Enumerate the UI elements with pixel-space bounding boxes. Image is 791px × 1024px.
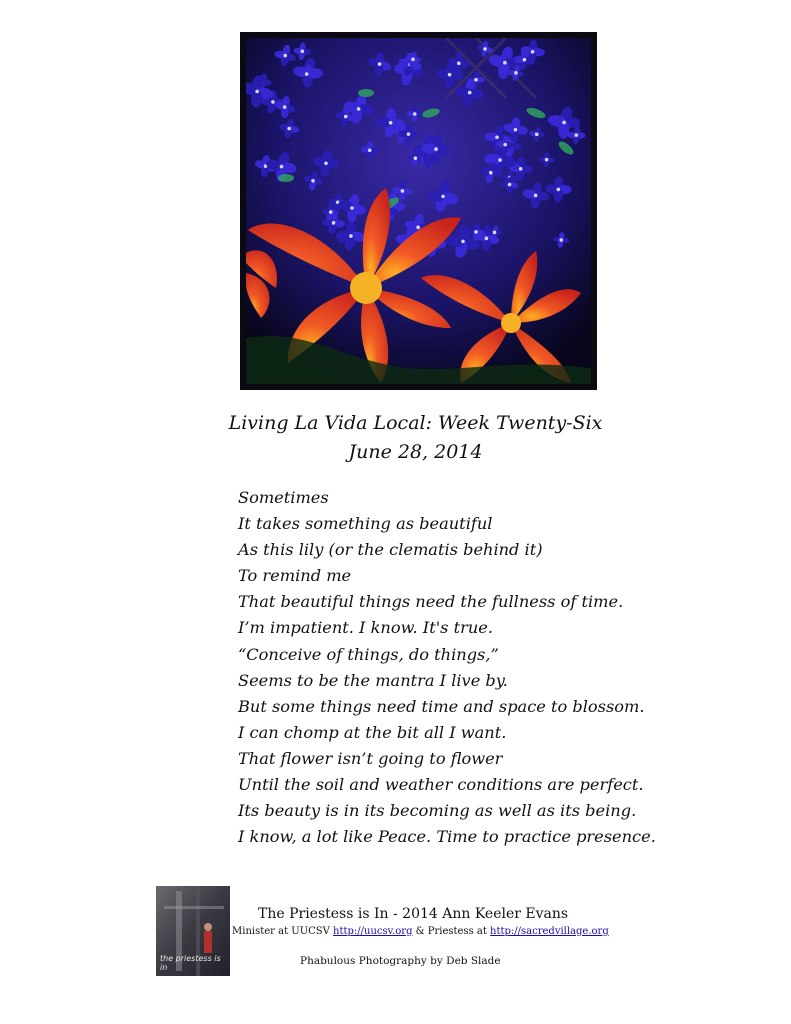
poem-line: Its beauty is in its becoming as well as its being. <box>238 801 637 821</box>
sacredvillage-link[interactable]: http://sacredvillage.org <box>490 926 609 937</box>
page-date: June 28, 2014 <box>348 441 483 463</box>
priestess-thumbnail <box>156 886 230 976</box>
poem-line: But some things need time and space to blossom. <box>238 696 645 716</box>
poem-line: As this lily (or the clematis behind it) <box>238 540 543 560</box>
poem-line: Seems to be the mantra I live by. <box>238 670 508 690</box>
poem-line: “Conceive of things, do things,” <box>238 644 499 664</box>
poem-line: I’m impatient. I know. It's true. <box>238 618 493 638</box>
footer-credit: The Priestess is In - 2014 Ann Keeler Evans <box>258 906 569 922</box>
uucsv-link[interactable]: http://uucsv.org <box>333 926 413 937</box>
poem-line: It takes something as beautiful <box>238 514 493 534</box>
poem-line: I know, a lot like Peace. Time to practice presence. <box>238 827 656 847</box>
lily-and-clematis-image <box>246 38 591 384</box>
poem-line: I can chomp at the bit all I want. <box>238 722 507 742</box>
poem <box>238 485 656 850</box>
poem-line: That beautiful things need the fullness of time. <box>238 592 624 612</box>
flower-photo <box>240 32 597 390</box>
poem-line: Sometimes <box>238 488 329 507</box>
poem-line: Until the soil and weather conditions are perfect. <box>238 775 644 795</box>
poem-line: To remind me <box>238 566 352 586</box>
thumbnail-caption: the priestess is in <box>160 954 221 972</box>
footer-links <box>232 926 609 937</box>
photo-credit: Phabulous Photography by Deb Slade <box>300 955 501 967</box>
poem-line: That flower isn’t going to flower <box>238 748 503 768</box>
page-title: Living La Vida Local: Week Twenty-Six <box>228 412 603 434</box>
footer-minister-text: Minister at UUCSV <box>232 926 334 937</box>
footer-priestess-text: & Priestess at <box>412 926 491 937</box>
